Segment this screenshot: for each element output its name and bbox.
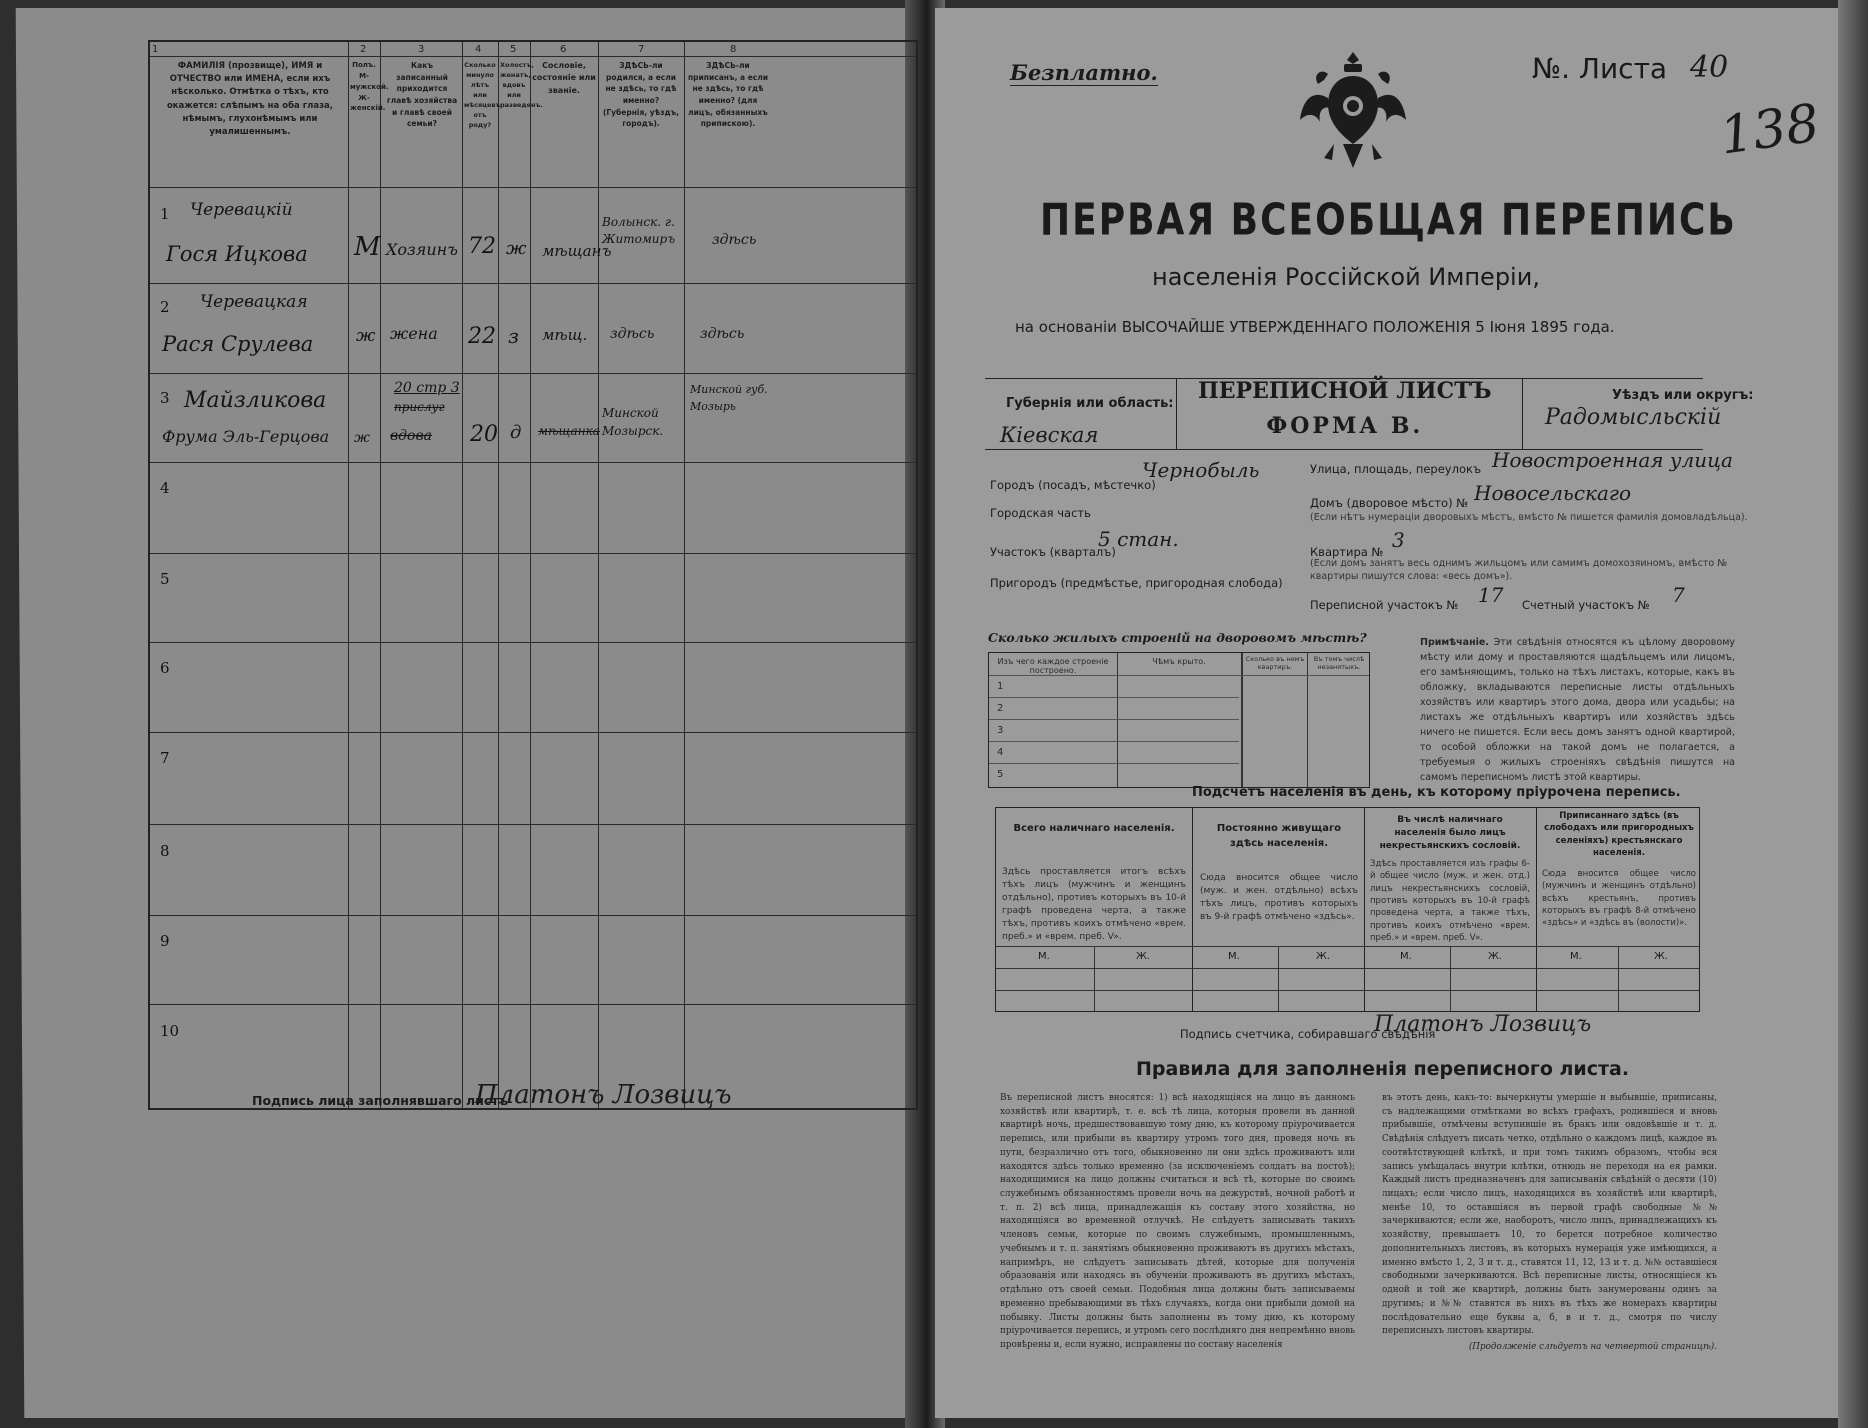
form-filler-signature-label: Подпись лица заполнявшаго листъ [252, 1093, 508, 1108]
person-birthplace: Минской Мозырск. [602, 406, 664, 438]
person-given-name: Фрума Эль-Герцова [162, 427, 330, 446]
buildings-table [988, 652, 1370, 788]
counter-signature: Платонъ Лозвицъ [1374, 1012, 1592, 1037]
table-divider [1094, 946, 1095, 1011]
row-divider [150, 283, 916, 284]
sheet-number-label: №. Листа [1532, 52, 1668, 85]
rules-text-right-body: въ этотъ день, какъ-то: вычеркнуты умершіе и выбывшіе, приписаны, съ надлежащими отмѣтками во всѣхъ графахъ, родившіеся и вновь прибывшіе, отмѣчены вступившіе въ бракъ или овдовѣвшіе и т. д. Свѣдѣнія слѣдуетъ писать четко, отдѣльно о каждомъ лицѣ, каждое въ соотвѣтствующей клѣткѣ, и при томъ такимъ образомъ, чтобы вся запись умѣщалась внутри клѣтки, отнюдь не переходя на ея рамки. Каждый листъ предназначенъ для записыванія свѣдѣній о десяти (10) лицахъ; если число лицъ, находящихся въ хозяйствѣ или квартирѣ, менѣе 10, то оставшіяся въ первой графѣ свободные №№ зачеркиваются; если же, наоборотъ, число лицъ, принадлежащихъ къ хозяйству, превышаетъ 10, то берется потребное количество дополнительныхъ листовъ, въ которыхъ нумерація уже имѣющихся, а именно вмѣсто 1, 2, 3 и т. д., ставятся 11, 12, 13 и т. д. №№ оставшіеся свободными зачеркиваются. Всѣ переписные листы, относящіеся къ одной и той же квартирѣ, должны быть занумерованы одинъ за другимъ; и №№ ставятся въ нихъ въ тѣхъ же номерахъ квартиры послѣдовательно еще буквы а, б, в и т. д., смотря по числу переписныхъ листовъ квартиры. [1382, 1093, 1717, 1337]
person-surname: Майзликова [184, 388, 327, 413]
person-relation-struck: прислуг [394, 400, 445, 414]
column-divider [498, 42, 499, 1108]
page-edge [1838, 0, 1868, 1428]
person-marital: ж [506, 238, 527, 259]
column-header-sex: Полъ. М-мужской. Ж-женскій. [350, 61, 389, 113]
count-subheader-zh: Ж. [1316, 951, 1330, 962]
count-header-non-peasant: Въ числѣ наличнаго населенія было лицъ некрестьянскихъ сословій. [1379, 815, 1521, 852]
column-divider [684, 42, 685, 1108]
remark-body: Эти свѣдѣнія относятся къ цѣлому дворовому мѣсту или дому и проставляются щадѣльцемъ или лицомъ, его замѣняющимъ, только на тѣхъ листахъ, которые, какъ въ обложку, вкладываются переписные листы отдѣльныхъ хозяйствъ или квартиръ этого дома, двора или усадьбы; на листахъ же отдѣльныхъ квартиръ или хозяйствъ здѣсь ничего не пишется. Если весь домъ занятъ одной квартирой, то особой обложки на такой домъ не полагается, а требуемыя о жилыхъ строеніяхъ свѣдѣнія пишутся на самомъ переписномъ листѣ этой квартиры. [1420, 637, 1735, 783]
count-header-total: Всего наличнаго населенія. [1013, 823, 1175, 834]
district-label: Участокъ (кварталъ) [990, 545, 1116, 559]
table-divider [996, 968, 1699, 969]
person-estate: мѣщанка [538, 424, 600, 438]
archive-page-number: 138 [1716, 93, 1823, 167]
row-divider [150, 915, 916, 916]
person-relation-struck: вдова [390, 428, 432, 444]
count-subheader-zh: Ж. [1654, 951, 1668, 962]
column-divider [380, 42, 381, 1108]
rules-text-left: Въ переписной листъ вносятся: 1) всѣ находящіяся на лицо въ данномъ хозяйствѣ или квартирѣ, т. е. всѣ тѣ лица, которыя провели въ данной квартирѣ ночь, предшествовавшую тому дню, къ которому пріурочивается перепись, или прибыли въ квартиру утромъ того дня, проведя ночь въ пути, безразлично отъ того, обыкновенно ли они здѣсь проживаютъ или находятся здѣсь только временно (за исключеніемъ солдатъ на постоѣ); находящимися на лицо должны считаться и всѣ тѣ, которые по своимъ служебнымъ обязанностямъ провели ночь на дежурствѣ, ночной работѣ и т. п. 2) всѣ лица, принадлежащія къ составу этого хозяйства, но находящіяся во временной отлучкѣ. Не слѣдуетъ записывать такихъ членовъ семьи, которые по своимъ служебнымъ, промышленнымъ, учебнымъ и т. п. занятіямъ обыкновенно проживаютъ въ другихъ мѣстахъ, напримѣръ, не слѣдуетъ записывать дѣтей, которые для полученія образованія или находясь въ обученіи проживаютъ въ другихъ мѣстахъ, отдѣльно отъ своей семьи. Подобныя лица должны быть записываемы временно пребывающими въ тѣхъ случаяхъ, когда они прибыли домой на побывку. Листы должны быть заполнены въ тому дню, къ которому пріурочивается перепись, и утромъ сего послѣдняго дня непремѣнно вновь провѣрены и, если нужно, исправлены по составу населенія [1000, 1093, 1355, 1350]
column-header-age: Сколько минуло лѣтъ или мѣсяцевъ отъ роду? [464, 61, 501, 130]
census-district-value: 17 [1478, 583, 1504, 607]
column-divider [530, 42, 531, 1108]
buildings-row-number: 5 [997, 769, 1004, 780]
column-divider [348, 42, 349, 1108]
row-divider [150, 56, 916, 57]
apartment-label: Квартира № [1310, 545, 1384, 559]
row-number: 3 [160, 389, 170, 407]
census-person-table [148, 40, 918, 1110]
column-header-relation: Какъ записанный приходится главѣ хозяйства и главѣ своей семьи? [386, 61, 458, 129]
count-desc-peasant: Сюда вносится общее число (мужчинъ и женщинъ отдѣльно) всѣхъ крестьянъ, противъ которыхъ въ графѣ 8-й отмѣчено «здѣсь» и «здѣсь въ (волости)». [1542, 869, 1696, 929]
table-divider [989, 675, 1369, 676]
street-label: Улица, площадь, переулокъ [1310, 462, 1482, 476]
street-value: Новостроенная улица [1492, 448, 1733, 472]
table-divider [1364, 808, 1365, 1011]
population-count-title: Подсчетъ населенія въ день, къ которому пріурочена перепись. [1192, 785, 1681, 800]
person-sex: ж [356, 326, 376, 346]
count-header-permanent: Постоянно живущаго здѣсь населенія. [1216, 823, 1342, 849]
row-divider [150, 732, 916, 733]
form-title [1198, 374, 1492, 444]
suburb-label: Пригородъ (предмѣстье, пригородная слобода) [990, 576, 1283, 590]
counter-signature-label: Подпись счетчика, собиравшаго свѣдѣнія [1180, 1027, 1436, 1041]
person-surname: Черевацкій [190, 200, 293, 220]
person-birthplace: Волынск. г. Житомиръ [602, 215, 676, 246]
count-header-peasant: Приписаннаго здѣсь (въ слободахъ или пригородныхъ селеніяхъ) крестьянскаго населенія. [1544, 811, 1694, 858]
imperial-eagle-emblem-icon [1298, 48, 1408, 178]
document-title: ПЕРВАЯ ВСЕОБЩАЯ ПЕРЕПИСЬ [1040, 195, 1737, 246]
column-number: 1 [152, 44, 159, 55]
rules-text-right [1382, 1092, 1717, 1355]
table-divider [989, 741, 1239, 742]
buildings-header: Сколько въ немъ квартиръ. [1245, 655, 1305, 671]
person-marital: д [510, 422, 522, 443]
column-number: 3 [418, 44, 425, 55]
column-number: 4 [475, 44, 482, 55]
house-label: Домъ (дворовое мѣсто) № [1310, 496, 1469, 510]
rules-continued-note: (Продолженіе слѣдуетъ на четвертой страницѣ). [1468, 1341, 1717, 1352]
row-divider [150, 642, 916, 643]
table-divider [1241, 653, 1243, 787]
table-divider [1618, 946, 1619, 1011]
uezd-label: Уѣздъ или округъ: [1612, 388, 1754, 403]
count-desc-total: Здѣсь проставляется итогъ всѣхъ тѣхъ лицъ (мужчинъ и женщинъ отдѣльно), противъ которыхъ въ 10-й графѣ проведена черта, а также тѣхъ, противъ коихъ отмѣчено «врем. преб.» и «врем. преб. V». [1002, 867, 1186, 943]
count-subheader-m: М. [1570, 951, 1582, 962]
person-registered: здѣсь [700, 326, 745, 342]
row-divider [150, 187, 916, 188]
rules-title: Правила для заполненія переписного листа. [1136, 1058, 1630, 1080]
person-birthplace: здѣсь [610, 326, 655, 342]
form-type: ФОРМА В. [1266, 413, 1424, 440]
free-label: Безплатно. [1010, 60, 1158, 85]
person-given-name: Гося Ицкова [166, 242, 308, 266]
table-divider [1536, 808, 1537, 1011]
person-sex: ж [354, 430, 370, 446]
count-subheader-m: М. [1400, 951, 1412, 962]
table-divider [1278, 946, 1279, 1011]
table-divider [1192, 808, 1193, 1011]
row-divider [150, 462, 916, 463]
person-relation: жена [390, 324, 438, 343]
column-number: 8 [730, 44, 737, 55]
column-header-registered: ЗДѢСЬ-ли приписанъ, а если не здѣсь, то гдѣ именно? (для лицъ, обязанныхъ припискою). [688, 61, 768, 129]
uezd-value: Радомысльскій [1545, 405, 1722, 430]
person-marital: з [508, 324, 519, 348]
count-desc-non-peasant: Здѣсь проставляется изъ графы 6-й общее число (муж. и жен. отд.) лицъ некрестьянскихъ сословій, противъ которыхъ въ 10-й графѣ проведена черта, а также тѣхъ, противъ коихъ отмѣчено «врем. преб.» и «врем. преб. V». [1370, 859, 1530, 943]
row-number: 10 [160, 1022, 180, 1040]
population-count-table [995, 807, 1700, 1012]
person-sex: М [354, 232, 381, 262]
count-district-label: Счетный участокъ № [1522, 598, 1650, 612]
person-relation-note: 20 стр 3 [394, 380, 460, 396]
person-registered: Минской губ. Мозырь [690, 383, 768, 413]
row-number: 2 [160, 298, 170, 316]
column-header-birthplace: ЗДѢСЬ-ли родился, а если не здѣсь, то гдѣ именно? (Губернія, уѣздъ, городъ). [602, 61, 680, 129]
row-number: 5 [160, 570, 170, 588]
row-number: 8 [160, 842, 170, 860]
row-number: 4 [160, 479, 170, 497]
table-divider [996, 990, 1699, 991]
city-value: Чернобыль [1142, 458, 1260, 482]
gubernia-label: Губернія или область: [1006, 396, 1174, 411]
table-divider [989, 697, 1239, 698]
buildings-row-number: 1 [997, 681, 1004, 692]
row-divider [150, 373, 916, 374]
person-given-name: Рася Срулева [162, 332, 314, 356]
buildings-row-number: 4 [997, 747, 1004, 758]
buildings-question: Сколько жилыхъ строеній на дворовомъ мѣстѣ? [988, 630, 1367, 645]
count-subheader-zh: Ж. [1136, 951, 1150, 962]
table-divider [996, 946, 1699, 947]
house-value: Новосельскаго [1474, 481, 1632, 505]
count-subheader-m: М. [1228, 951, 1240, 962]
apartment-note: (Если домъ занятъ весь однимъ жильцомъ или самимъ домохозяиномъ, вмѣсто № квартиры пишутся слова: «весь домъ»). [1310, 558, 1728, 582]
buildings-header: Чѣмъ крыто. [1152, 657, 1206, 666]
person-age: 72 [468, 234, 496, 259]
remark-text [1420, 635, 1735, 785]
row-number: 9 [160, 932, 170, 950]
column-divider [598, 42, 599, 1108]
column-number: 7 [638, 44, 645, 55]
buildings-row-number: 2 [997, 703, 1004, 714]
count-subheader-zh: Ж. [1488, 951, 1502, 962]
person-relation: Хозяинъ [386, 240, 458, 259]
table-divider [989, 719, 1239, 720]
column-header-marital: Холостъ, женатъ, вдовъ или разведенъ. [500, 61, 543, 110]
column-divider [462, 42, 463, 1108]
table-divider [989, 763, 1239, 764]
count-subheader-m: М. [1038, 951, 1050, 962]
row-number: 7 [160, 749, 170, 767]
form-title-line: ПЕРЕПИСНОЙ ЛИСТЪ [1198, 378, 1492, 404]
count-district-value: 7 [1672, 583, 1685, 607]
person-registered: здѣсь [712, 232, 757, 248]
buildings-header: Въ томъ числѣ незанятыхъ. [1313, 655, 1365, 671]
row-divider [150, 824, 916, 825]
row-divider [150, 553, 916, 554]
apartment-value: 3 [1392, 528, 1405, 552]
census-district-label: Переписной участокъ № [1310, 598, 1459, 612]
person-surname: Черевацкая [200, 292, 308, 312]
legal-basis: на основаніи ВЫСОЧАЙШЕ УТВЕРЖДЕННАГО ПОЛОЖЕНІЯ 5 Іюня 1895 года. [1015, 318, 1615, 336]
form-filler-signature: Платонъ Лозвицъ [475, 1080, 732, 1110]
row-number: 1 [160, 205, 170, 223]
remark-heading: Примѣчаніе. [1420, 637, 1489, 648]
column-header-name: ФАМИЛІЯ (прозвище), ИМЯ и ОТЧЕСТВО или ИМЕНА, если ихъ нѣсколько. Отмѣтка о тѣхъ, кто окажется: слѣпымъ на оба глаза, нѣмымъ, глухонѣмымъ или умалишеннымъ. [166, 61, 334, 137]
table-divider [1450, 946, 1451, 1011]
gubernia-value: Кіевская [1000, 423, 1099, 447]
city-part-label: Городская часть [990, 506, 1091, 520]
column-number: 6 [560, 44, 567, 55]
table-divider [1117, 653, 1118, 787]
person-age: 22 [468, 324, 496, 349]
person-estate: мѣщанъ [542, 242, 612, 260]
buildings-row-number: 3 [997, 725, 1004, 736]
person-age: 20 [470, 422, 498, 447]
row-number: 6 [160, 659, 170, 677]
column-number: 2 [360, 44, 367, 55]
person-estate: мѣщ. [542, 326, 588, 344]
sheet-number-value: 40 [1690, 50, 1729, 85]
column-number: 5 [510, 44, 517, 55]
document-subtitle: населенія Россійской Имперіи, [1152, 263, 1540, 291]
count-desc-permanent: Сюда вносится общее число (муж. и жен. отдѣльно) всѣхъ тѣхъ лицъ, противъ которыхъ въ 9-й графѣ отмѣчено «здѣсь». [1200, 873, 1358, 923]
city-label: Городъ (посадъ, мѣстечко) [990, 478, 1156, 492]
house-note: (Если нѣтъ нумераціи дворовыхъ мѣстъ, вмѣсто № пишется фамилія домовладѣльца). [1310, 512, 1748, 523]
table-divider [1307, 653, 1308, 787]
row-divider [150, 1004, 916, 1005]
buildings-header: Изъ чего каждое строеніе построено. [997, 657, 1109, 675]
district-value: 5 стан. [1098, 527, 1179, 551]
column-header-estate: Сословіе, состояніе или званіе. [532, 61, 596, 95]
